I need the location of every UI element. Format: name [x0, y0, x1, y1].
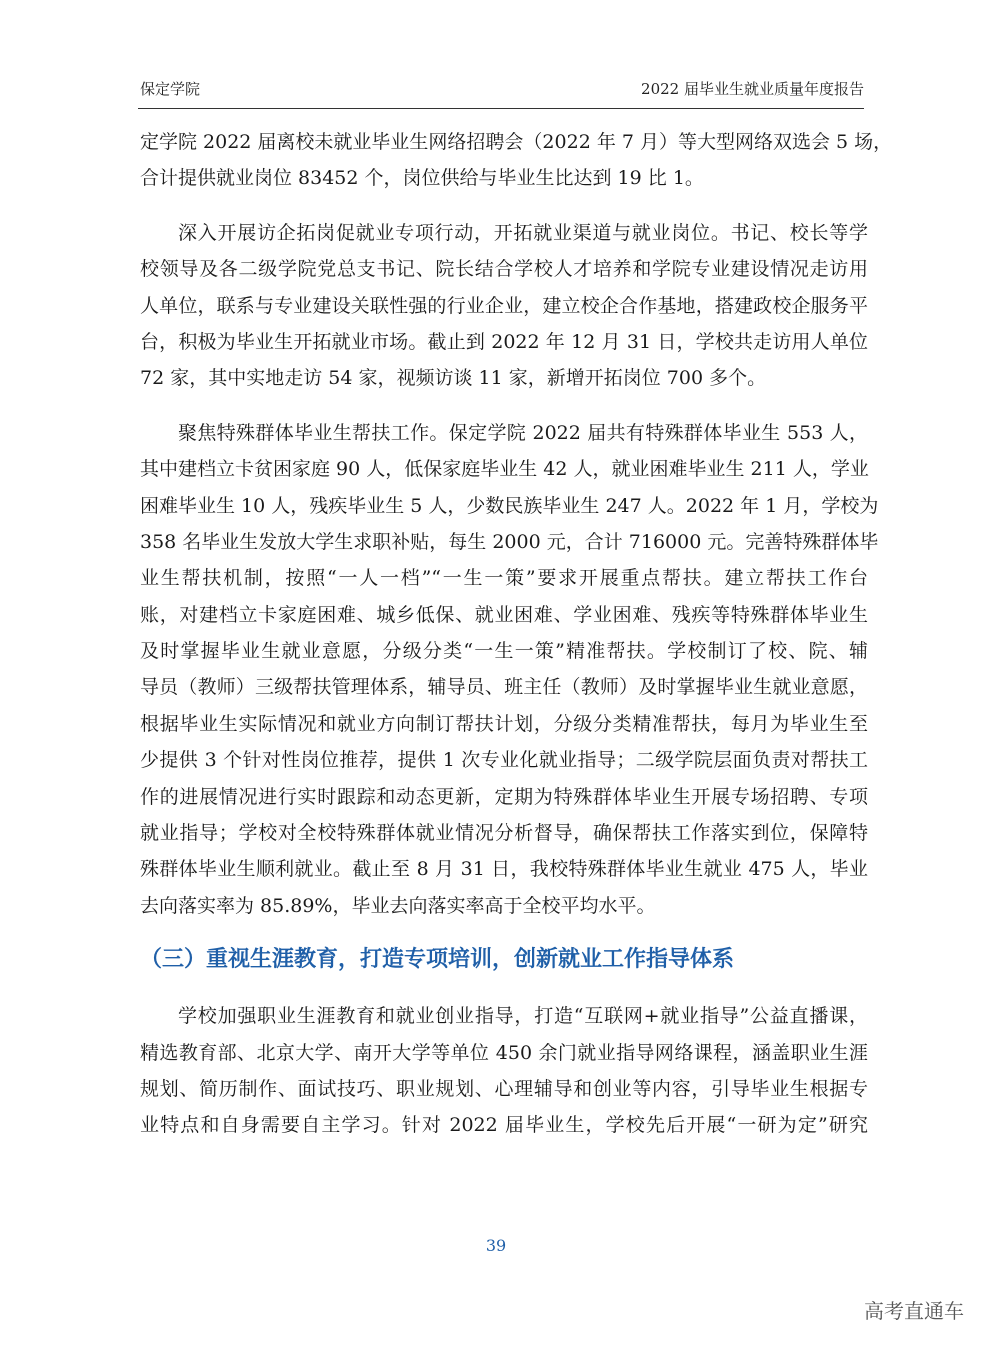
text-line: 导员（教师）三级帮扶管理体系，辅导员、班主任（教师）及时掌握毕业生就业意愿，: [140, 676, 868, 699]
text-line: 人单位，联系与专业建设关联性强的行业企业，建立校企合作基地，搭建政校企服务平: [140, 294, 868, 317]
text-line: 深入开展访企拓岗促就业专项行动，开拓就业渠道与就业岗位。书记、校长等学: [178, 221, 868, 244]
text-line: 学校加强职业生涯教育和就业创业指导，打造“互联网+就业指导”公益直播课，: [178, 1005, 868, 1028]
text-line: 其中建档立卡贫困家庭 90 人，低保家庭毕业生 42 人，就业困难毕业生 211 人，学业: [140, 458, 869, 481]
text-line: 合计提供就业岗位 83452 个，岗位供给与毕业生比达到 19 比 1。: [140, 167, 704, 190]
text-line: 困难毕业生 10 人，残疾毕业生 5 人，少数民族毕业生 247 人。2022 年 1 月，学校为: [140, 494, 879, 517]
text-line: 去向落实率为 85.89%，毕业去向落实率高于全校平均水平。: [140, 894, 656, 917]
paragraph-visit-enterprises: [140, 215, 868, 397]
header-report-title: 2022 届毕业生就业质量年度报告: [641, 80, 864, 98]
text-line: 规划、简历制作、面试技巧、职业规划、心理辅导和创业等内容，引导毕业生根据专: [140, 1077, 868, 1100]
text-line: 定学院 2022 届离校未就业毕业生网络招聘会（2022 年 7 月）等大型网络双选会 5 场，: [140, 131, 893, 153]
text-line: 358 名毕业生发放大学生求职补贴，每生 2000 元，合计 716000 元。完善特殊群体毕: [140, 530, 879, 553]
paragraph-job-fair-summary: [140, 124, 893, 197]
text-line: 业生帮扶机制，按照“一人一档”“一生一策”要求开展重点帮扶。建立帮扶工作台: [140, 567, 868, 590]
text-line: 就业指导；学校对全校特殊群体就业情况分析督导，确保帮扶工作落实到位，保障特: [140, 822, 868, 845]
text-line: 精选教育部、北京大学、南开大学等单位 450 余门就业指导网络课程，涵盖职业生涯: [140, 1041, 868, 1064]
section-heading: （三）重视生涯教育，打造专项培训，创新就业工作指导体系: [140, 947, 735, 973]
paragraph-career-guidance: [140, 998, 868, 1144]
text-line: 72 家，其中实地走访 54 家，视频访谈 11 家，新增开拓岗位 700 多个。: [140, 367, 767, 390]
page-number: 39: [485, 1236, 507, 1255]
page-header: [140, 78, 864, 102]
header-rule: [138, 108, 864, 109]
text-line: 校领导及各二级学院党总支书记、院长结合学校人才培养和学院专业建设情况走访用: [140, 258, 868, 281]
watermark-text: 高考直通车: [864, 1299, 964, 1323]
text-line: 台，积极为毕业生开拓就业市场。截止到 2022 年 12 月 31 日，学校共走访用人单位: [140, 330, 868, 353]
text-line: 作的进展情况进行实时跟踪和动态更新，定期为特殊群体毕业生开展专场招聘、专项: [140, 785, 868, 808]
page-body: [140, 124, 893, 1162]
text-line: 业特点和自身需要自主学习。针对 2022 届毕业生，学校先后开展“一研为定”研究: [140, 1114, 868, 1137]
text-line: 及时掌握毕业生就业意愿，分级分类“一生一策”精准帮扶。学校制订了校、院、辅: [140, 640, 868, 663]
text-line: 账，对建档立卡家庭困难、城乡低保、就业困难、学业困难、残疾等特殊群体毕业生: [140, 603, 868, 626]
text-line: 根据毕业生实际情况和就业方向制订帮扶计划，分级分类精准帮扶，每月为毕业生至: [140, 712, 868, 735]
text-line: 殊群体毕业生顺利就业。截止至 8 月 31 日，我校特殊群体毕业生就业 475 人，毕业: [140, 858, 868, 881]
paragraph-special-groups: [140, 415, 879, 924]
header-institution: 保定学院: [140, 80, 201, 98]
text-line: 聚焦特殊群体毕业生帮扶工作。保定学院 2022 届共有特殊群体毕业生 553 人，: [178, 421, 868, 444]
text-line: 少提供 3 个针对性岗位推荐，提供 1 次专业化就业指导；二级学院层面负责对帮扶工: [140, 749, 868, 772]
